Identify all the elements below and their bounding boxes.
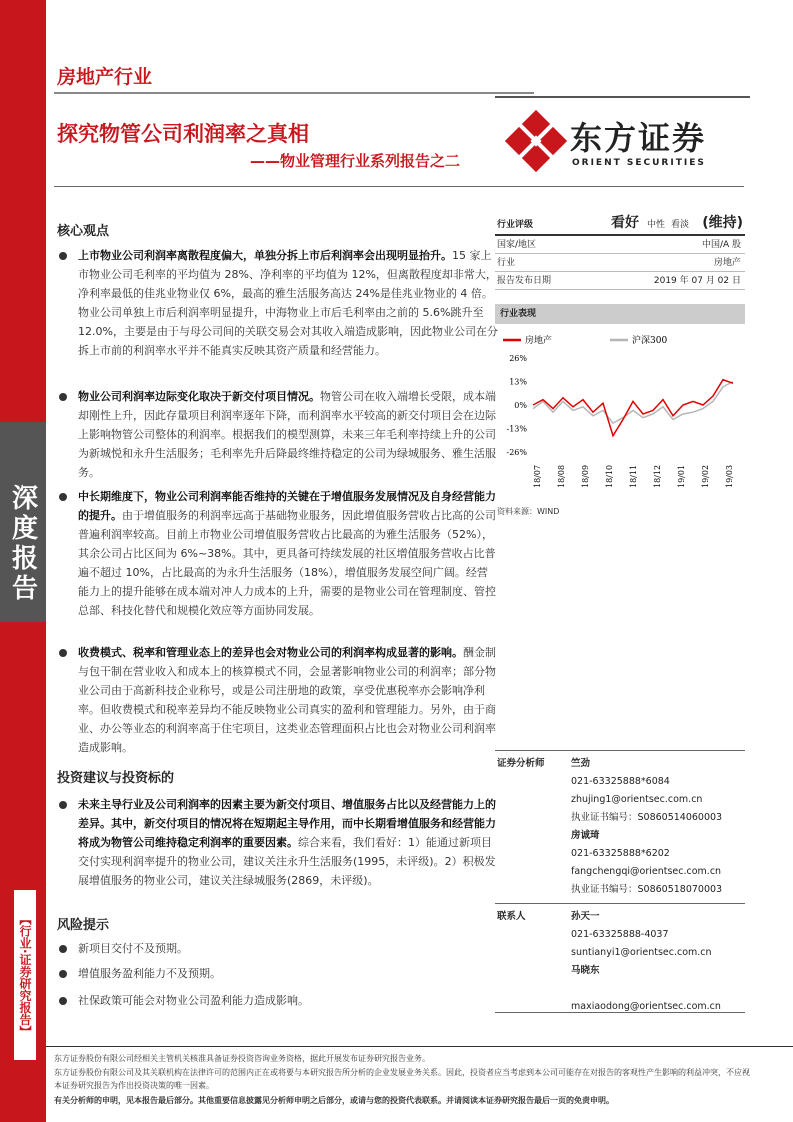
disclaimer-3: 有关分析师的申明，见本报告最后部分。其他重要信息披露见分析师申明之后部分，或请与您的投资代表联系。并请阅读本证券研究报告最后一页的免责申明。 <box>54 1096 614 1105</box>
report-subtitle: ——物业管理行业系列报告之二 <box>250 152 461 170</box>
bullet-icon <box>59 493 67 501</box>
rating-table <box>495 216 745 290</box>
bullet-icon <box>59 970 67 978</box>
x-tick-label: 18/08 <box>557 464 566 488</box>
y-tick-label: 0% <box>514 401 527 410</box>
logo-mark-icon <box>505 110 567 172</box>
bullet-icon <box>59 945 67 953</box>
point-2-text: 物管公司在收入端增长受限，成本端却刚性上升，因此存量项目利润率逐年下降，而利润率水平较高的新交付项目会在边际上影响物管公司整体的利润率。根据我们的模型测算，未来三年毛利率持续上升的公司为新城悦和永升生活服务；毛利率先升后降最终维持稳定的公司为绿城服务、雅生活服务。 <box>78 390 496 479</box>
report-type-text: 深度报告 <box>7 484 38 604</box>
legend-label-1: 房地产 <box>525 336 553 346</box>
core-point-1 <box>78 246 498 360</box>
analyst-block <box>495 750 745 899</box>
y-tick-label: -13% <box>506 424 527 434</box>
invest-text: 综合来看，我们看好：1）能通过新项目交付实现利润率提升的物业公司，建议关注永升生活服务(1995，未评级)。2）积极发展增值服务的物业公司，建议关注绿城服务(2869，未评级)。 <box>78 836 496 887</box>
analyst-cert: 执业证书编号：S0860514060003 <box>571 812 723 823</box>
invest-bold: 未来主导行业及公司利润率的因素主要为新交付项目、增值服务占比以及经营能力上的差异。其中，新交付项目的情况将在短期起主导作用，而中长期看增值服务和经营能力将成为物管公司维持稳定利润率的重要因素。 <box>78 798 496 849</box>
point-3-text: 由于增值服务的利润率远高于基础物业服务，因此增值服务营收占比高的公司普遍利润率较高。目前上市物业公司增值服务营收占比最高的为雅生活服务（52%），其余公司占比区间为 6%~38%。其中，更具备可持续发展的社区增值服务营收占比普遍不超过 10%，占比最高的为永升生活服务（18%），增值服务发展空间广阔。经营能力上的提升能够在成本端对冲人力成本的上升，需要的是物业公司在管理制度、管控总部、科技化替代和规模化效应等方面协同发展。 <box>78 509 496 617</box>
contact-name: 马晓东 <box>571 965 600 976</box>
risk-heading: 风险提示 <box>57 918 110 933</box>
rating-label: 行业评级 <box>497 220 534 230</box>
y-tick-label: 26% <box>509 354 527 363</box>
logo-chinese: 东方证券 <box>570 119 707 157</box>
perf-heading: 行业表现 <box>495 304 745 324</box>
row-label: 国家/地区 <box>497 240 537 250</box>
risk-item: 新项目交付不及预期。 <box>78 942 188 955</box>
row-value: 2019 年 07 月 02 日 <box>653 276 741 286</box>
x-tick-label: 19/01 <box>677 464 686 488</box>
rating-neutral: 中性 <box>647 220 666 230</box>
contact-email[interactable]: suntianyi1@orientsec.com.cn <box>571 947 712 958</box>
bullet-icon <box>59 649 67 657</box>
y-tick-label: 13% <box>509 377 527 387</box>
rating-keep: (维持) <box>702 215 743 231</box>
bullet-icon <box>59 801 67 809</box>
rating-row <box>495 272 745 290</box>
point-2-bold: 物业公司利润率边际变化取决于新交付项目情况。 <box>78 390 320 403</box>
rating-value: 看好 <box>611 215 639 231</box>
row-label: 报告发布日期 <box>497 276 552 286</box>
x-tick-label: 18/12 <box>653 464 662 488</box>
contact-tel: 021-63325888-4037 <box>571 929 669 940</box>
point-4-bold: 收费模式、税率和管理业态上的差异也会对物业公司的利润率构成显著的影响。 <box>78 646 463 659</box>
bullet-icon <box>59 252 67 260</box>
core-point-2 <box>78 387 498 482</box>
y-tick-label: -26% <box>506 448 527 457</box>
contact-name: 孙天一 <box>571 911 600 922</box>
point-1-bold: 上市物业公司利润率离散程度偏大，单独分拆上市后利润率会出现明显抬升。 <box>78 249 452 262</box>
x-tick-label: 18/07 <box>533 464 542 488</box>
invest-heading: 投资建议与投资标的 <box>57 771 175 786</box>
rating-row <box>495 254 745 272</box>
analyst-label: 证券分析师 <box>497 758 545 769</box>
rating-bear: 看淡 <box>671 220 690 230</box>
risk-item: 社保政策可能会对物业公司盈利能力造成影响。 <box>78 994 309 1007</box>
x-tick-label: 19/02 <box>701 464 710 488</box>
analyst-email[interactable]: zhujing1@orientsec.com.cn <box>571 794 703 805</box>
point-3-bold: 中长期维度下，物业公司利润率能否维持的关键在于增值服务发展情况及自身经营能力的提升。 <box>78 490 496 522</box>
disclaimer-2: 东方证券股份有限公司及其关联机构在法律许可的范围内正在或将要与本研究报告所分析的企业发展业务关系。因此，投资者应当考虑到本公司可能存在对报告的客观性产生影响的利益冲突，不应视本证券研究报告为作出投资决策的唯一因素。 <box>54 1068 750 1090</box>
contact-block <box>495 903 745 1016</box>
analyst-tel: 021-63325888*6202 <box>571 848 670 859</box>
top-divider <box>54 92 534 94</box>
x-tick-label: 18/09 <box>581 464 590 488</box>
x-tick-label: 18/11 <box>629 464 638 488</box>
risk-item: 增值服务盈利能力不及预期。 <box>78 967 221 980</box>
industry-name: 房地产行业 <box>57 66 153 88</box>
point-1-text: 15 家上市物业公司毛利率的平均值为 28%、净利率的平均值为 12%，但离散程度却非常大，净利率最低的佳兆业物业仅 6%，最高的雅生活服务高达 24%是佳兆业物业的 4 倍。物业公司单独上市后利润率明显提升，中海物业上市后毛利率由之前的 5.6%跳升至 12.0%，主要是由于与母公司间的关联交易会对其收入端造成影响，因此物业公司在分拆上市前的利润率水平并不能真实反映其资产质量和经营能力。 <box>78 249 498 357</box>
core-heading: 核心观点 <box>57 224 110 239</box>
contact-divider <box>495 1012 745 1013</box>
invest-point <box>78 795 498 890</box>
rating-row <box>495 236 745 254</box>
row-value: 中国/A 股 <box>701 240 741 250</box>
core-point-4 <box>78 643 498 757</box>
legend-label-2: 沪深300 <box>632 336 668 346</box>
chart-source: 资料来源：WIND <box>497 507 560 516</box>
logo-english: ORIENT SECURITIES <box>572 158 706 168</box>
point-4-text: 酬金制与包干制在营业收入和成本上的核算模式不同，会显著影响物业公司的利润率；部分物业公司由于高新科技企业称号，或是公司注册地的政策，享受优惠税率亦会影响净利率。但收费模式和税率差异均不能反映物业公司真实的盈利和管理能力。另外，由于商业、办公等业态的利润率高于住宅项目，这类业态管理面积占比也会对物业公司利润率造成影响。 <box>78 646 496 754</box>
bullet-icon <box>59 393 67 401</box>
rating-row <box>495 216 745 236</box>
contact-label: 联系人 <box>497 911 526 922</box>
analyst-name: 房诚琦 <box>571 830 600 841</box>
analyst-cert: 执业证书编号：S0860518070003 <box>571 884 723 895</box>
analyst-name: 竺劲 <box>571 758 591 769</box>
disclaimer-1: 东方证券股份有限公司经相关主管机关核准具备证券投资咨询业务资格，据此开展发布证券研究报告业务。 <box>54 1054 430 1063</box>
x-tick-label: 19/03 <box>725 464 734 488</box>
x-tick-label: 18/10 <box>605 464 614 488</box>
footer-divider <box>46 1046 793 1047</box>
report-type-tag <box>0 422 46 622</box>
side-label: 【行业·证券研究报告】 <box>14 890 36 1060</box>
header-divider <box>54 186 744 187</box>
contact-email[interactable]: maxiaodong@orientsec.com.cn <box>571 1001 721 1012</box>
analyst-email[interactable]: fangchengqi@orientsec.com.cn <box>571 866 722 877</box>
core-point-3 <box>78 487 498 620</box>
performance-chart <box>495 328 745 503</box>
analyst-tel: 021-63325888*6084 <box>571 776 670 787</box>
row-label: 行业 <box>497 258 516 268</box>
row-value: 房地产 <box>713 258 741 268</box>
report-title: 探究物管公司利润率之真相 <box>57 122 309 146</box>
bullet-icon <box>59 997 67 1005</box>
